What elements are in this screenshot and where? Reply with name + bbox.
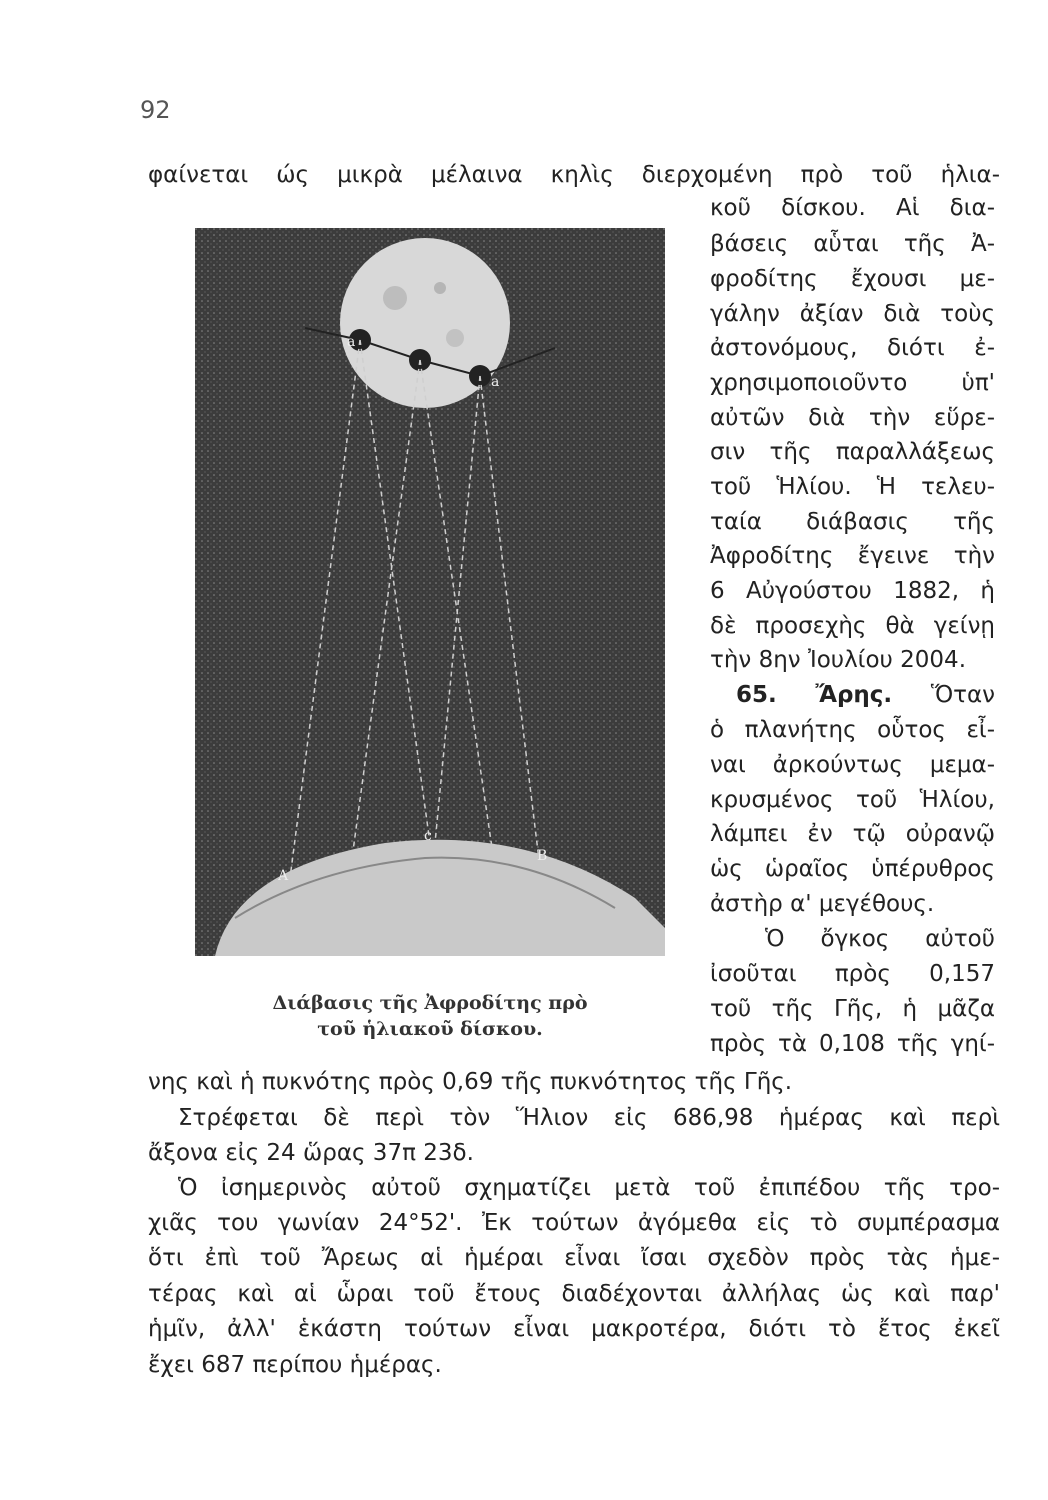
- text-line: τέρας καὶ αἱ ὧραι τοῦ ἔτους διαδέχονται ἀλλήλας ὡς καὶ παρ': [148, 1281, 1000, 1307]
- text-line: τοῦ Ἡλίου. Ἡ τελευ-: [710, 474, 995, 500]
- text-line: γάλην ἀξίαν διὰ τοὺς: [710, 301, 995, 327]
- text-line: ἡμῖν, ἀλλ' ἑκάστη τούτων εἶναι μακροτέρα, διότι τὸ ἔτος ἐκεῖ: [148, 1316, 1000, 1342]
- text-line: ναι ἀρκούντως μεμα-: [710, 752, 995, 778]
- label-b: B: [537, 848, 548, 864]
- text-line: δὲ προσεχὴς θὰ γείνῃ: [710, 613, 995, 639]
- section-number: 65.: [736, 682, 777, 708]
- text-line: σιν τῆς παραλλάξεως: [710, 439, 995, 465]
- figure-caption-line: τοῦ ἡλιακοῦ δίσκου.: [317, 1018, 543, 1040]
- text-line: Στρέφεται δὲ περὶ τὸν Ἥλιον εἰς 686,98 ἡμέρας καὶ περὶ: [178, 1105, 1000, 1131]
- text-line: ὡς ὡραῖος ὑπέρυθρος: [710, 856, 995, 882]
- figure-illustration: [195, 228, 665, 956]
- label-a-right: a: [491, 374, 500, 390]
- text-line: ἀστὴρ α' μεγέθους.: [710, 891, 935, 917]
- text-line: τοῦ τῆς Γῆς, ἡ μᾶζα: [710, 996, 995, 1022]
- text-line: 6 Αὐγούστου 1882, ἡ: [710, 578, 995, 604]
- section-65-heading-line: [736, 680, 995, 710]
- text-line: Ὁ ὄγκος αὐτοῦ: [765, 926, 995, 952]
- text-line: Ὁ ἰσημερινὸς αὐτοῦ σχηματίζει μετὰ τοῦ ἐπιπέδου τῆς τρο-: [178, 1175, 1000, 1201]
- text-line: κρυσμένος τοῦ Ἡλίου,: [710, 787, 995, 813]
- text-line: ταία διάβασις τῆς: [710, 509, 995, 535]
- label-a-bottom: A: [278, 868, 289, 884]
- label-a-left: a: [347, 334, 356, 350]
- text-line: ὅτι ἐπὶ τοῦ Ἄρεως αἱ ἡμέραι εἶναι ἴσαι σχεδὸν πρὸς τὰς ἡμε-: [148, 1245, 1000, 1271]
- text-line: φροδίτης ἔχουσι με-: [710, 266, 995, 292]
- text-line: νης καὶ ἡ πυκνότης πρὸς 0,69 τῆς πυκνότητος τῆς Γῆς.: [148, 1069, 793, 1095]
- text-line: κοῦ δίσκου. Αἱ δια-: [710, 195, 995, 221]
- section-title: Ἄρης.: [815, 682, 893, 708]
- label-c: c: [424, 828, 432, 844]
- figure-caption-line: Διάβασις τῆς Ἀφροδίτης πρὸ: [272, 992, 588, 1014]
- text-line: χρησιμοποιοῦντο ὑπ': [710, 370, 995, 396]
- section-first-word: Ὅταν: [930, 682, 996, 708]
- page-number: 92: [140, 96, 171, 124]
- text-line: τὴν 8ην Ἰουλίου 2004.: [710, 647, 966, 673]
- text-line: Ἀφροδίτης ἔγεινε τὴν: [710, 543, 995, 569]
- text-line: χιᾶς του γωνίαν 24°52'. Ἐκ τούτων ἀγόμεθα εἰς τὸ συμπέρασμα: [148, 1210, 1000, 1236]
- text-line: ἔχει 687 περίπου ἡμέρας.: [148, 1352, 442, 1378]
- text-line: ἰσοῦται πρὸς 0,157: [710, 961, 995, 987]
- venus-transit-figure: [195, 228, 665, 956]
- text-line: πρὸς τὰ 0,108 τῆς γηί-: [710, 1031, 995, 1057]
- text-line: αὐτῶν διὰ τὴν εὕρε-: [710, 405, 995, 431]
- text-line: ὁ πλανήτης οὗτος εἶ-: [710, 717, 995, 743]
- text-line: ἄξονα εἰς 24 ὥρας 37π 23δ.: [148, 1140, 474, 1166]
- text-line: λάμπει ἐν τῷ οὐρανῷ: [710, 821, 995, 847]
- text-line: βάσεις αὗται τῆς Ἀ-: [710, 231, 995, 257]
- text-line: ἀστονόμους, διότι ἐ-: [710, 335, 995, 361]
- text-line: φαίνεται ώς μικρὰ μέλαινα κηλὶς διερχομένη πρὸ τοῦ ἡλια-: [148, 162, 1000, 188]
